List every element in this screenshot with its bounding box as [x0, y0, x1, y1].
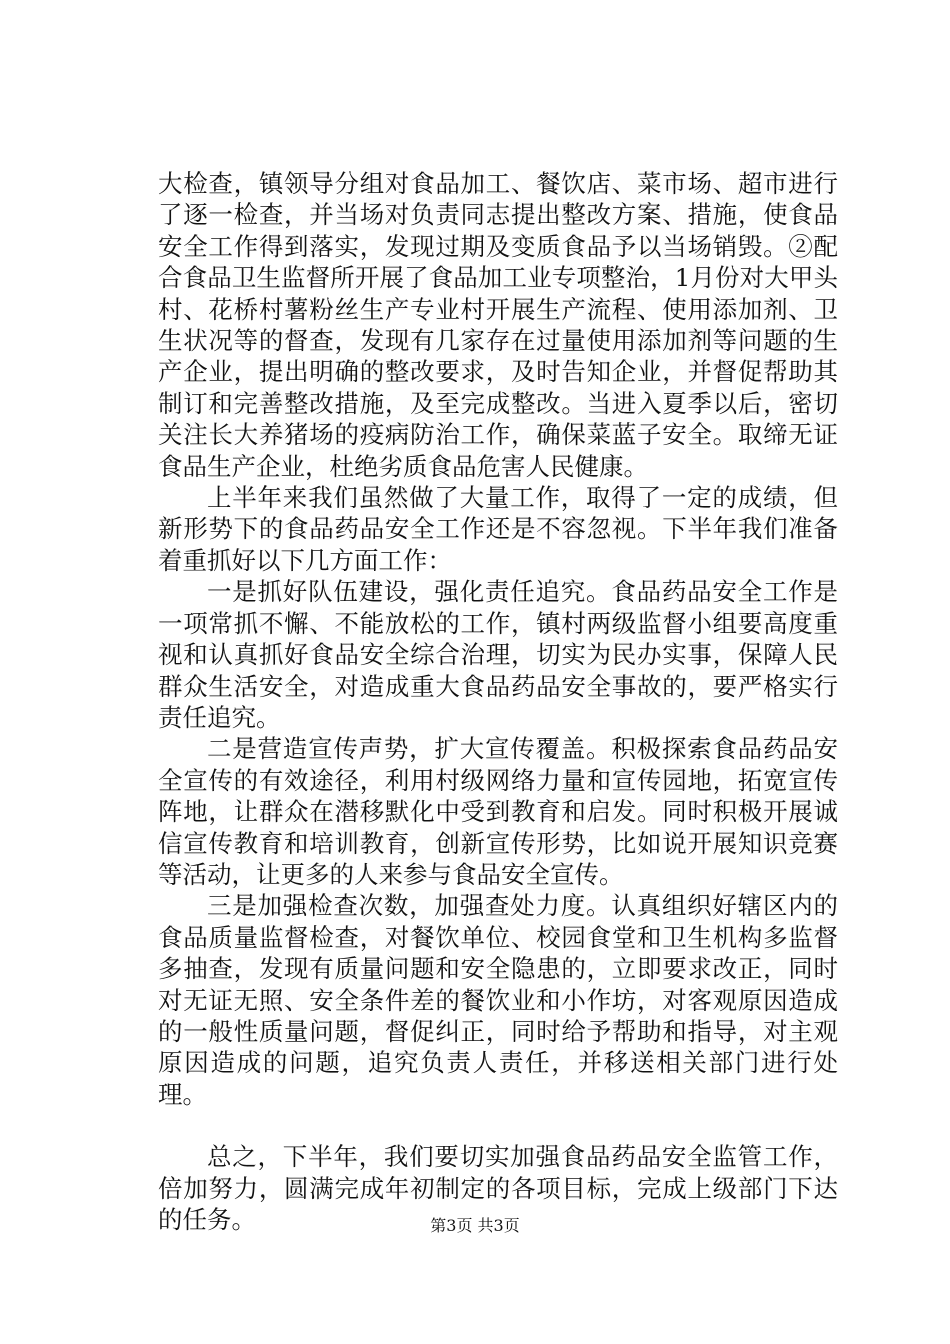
document-body — [158, 168, 838, 1235]
paragraph-item-two: 二是营造宣传声势，扩大宣传覆盖。积极探索食品药品安全宣传的有效途径，利用村级网络力量和宣传园地，拓宽宣传阵地，让群众在潜移默化中受到教育和启发。同时积极开展诚信宣传教育和培训教育，创新宣传形势，比如说开展知识竞赛等活动，让更多的人来参与食品安全宣传。 — [158, 734, 838, 889]
paragraph-summary: 上半年来我们虽然做了大量工作，取得了一定的成绩，但新形势下的食品药品安全工作还是不容忽视。下半年我们准备着重抓好以下几方面工作： — [158, 483, 838, 575]
paragraph-item-three: 三是加强检查次数，加强查处力度。认真组织好辖区内的食品质量监督检查，对餐饮单位、校园食堂和卫生机构多监督多抽查，发现有质量问题和安全隐患的，立即要求改正，同时对无证无照、安全条件差的餐饮业和小作坊，对客观原因造成的一般性质量问题，督促纠正，同时给予帮助和指导，对主观原因造成的问题，追究负责人责任，并移送相关部门进行处理。 — [158, 891, 838, 1109]
paragraph-item-one: 一是抓好队伍建设，强化责任追究。食品药品安全工作是一项常抓不懈、不能放松的工作，镇村两级监督小组要高度重视和认真抓好食品安全综合治理，切实为民办实事，保障人民群众生活安全，对造成重大食品药品安全事故的，要严格实行责任追究。 — [158, 577, 838, 732]
paragraph-conclusion: 总之，下半年，我们要切实加强食品药品安全监管工作，倍加努力，圆满完成年初制定的各项目标，完成上级部门下达的任务。 — [158, 1142, 838, 1234]
page-footer: 第3页 共3页 — [430, 1216, 520, 1235]
paragraph-spacer — [158, 1110, 838, 1141]
paragraph-continued: 大检查，镇领导分组对食品加工、餐饮店、菜市场、超市进行了逐一检查，并当场对负责同志提出整改方案、措施，使食品安全工作得到落实，发现过期及变质食品予以当场销毁。②配合食品卫生监督所开展了食品加工业专项整治，1月份对大甲头村、花桥村薯粉丝生产专业村开展生产流程、使用添加剂、卫生状况等的督查，发现有几家存在过量使用添加剂等问题的生产企业，提出明确的整改要求，及时告知企业，并督促帮助其制订和完善整改措施，及至完成整改。当进入夏季以后，密切关注长大养猪场的疫病防治工作，确保菜蓝子安全。取缔无证食品生产企业，杜绝劣质食品危害人民健康。 — [158, 169, 838, 481]
